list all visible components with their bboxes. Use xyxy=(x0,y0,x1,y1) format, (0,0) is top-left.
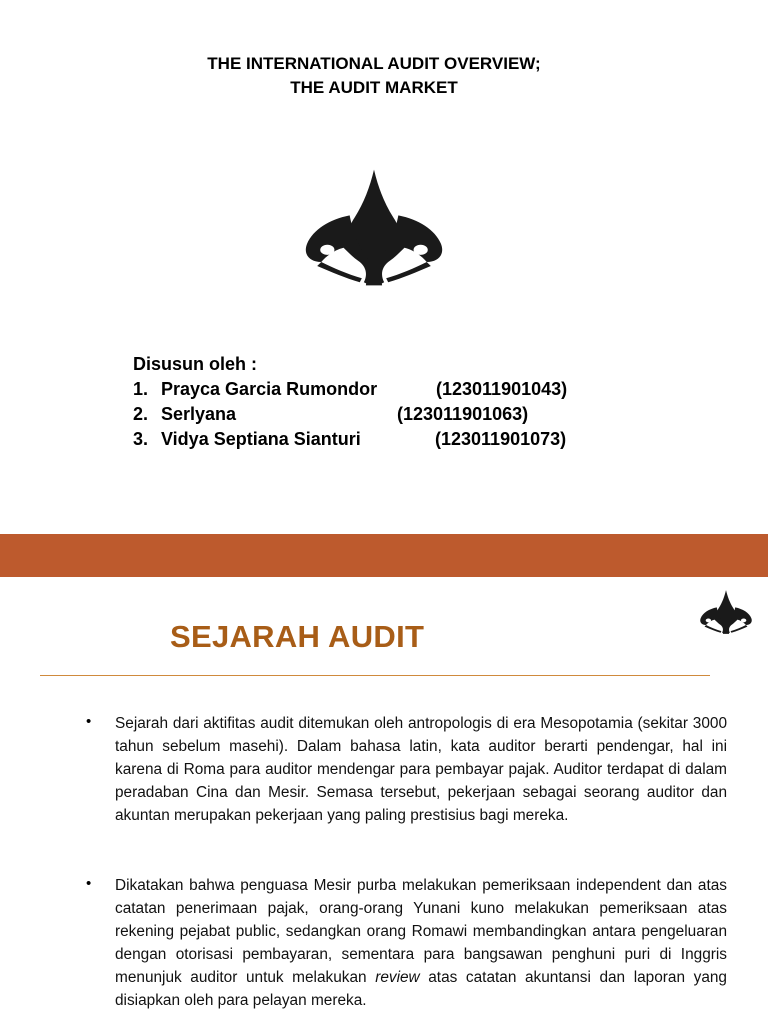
author-list xyxy=(133,352,568,452)
university-emblem-icon xyxy=(303,165,445,290)
list-item xyxy=(133,402,529,427)
author-number: 3. xyxy=(133,429,149,449)
author-id: (123011901063) xyxy=(397,404,529,424)
slide-title-line1: THE INTERNATIONAL AUDIT OVERVIEW; xyxy=(207,54,541,73)
list-item xyxy=(133,377,568,402)
section-title: SEJARAH AUDIT xyxy=(170,619,425,654)
author-name: Vidya Septiana Sianturi xyxy=(161,429,361,449)
accent-band xyxy=(0,534,768,577)
author-list-heading: Disusun oleh : xyxy=(133,354,258,374)
bullet-icon: • xyxy=(86,875,92,892)
author-id: (123011901073) xyxy=(435,429,567,449)
author-number: 1. xyxy=(133,379,149,399)
paragraph-text: atas catatan akuntansi dan laporan yang disiapkan oleh para pelayan mereka. xyxy=(115,969,727,1009)
slide-title-line2: THE AUDIT MARKET xyxy=(290,78,458,97)
list-item xyxy=(133,427,567,452)
paragraph-text: Dikatakan bahwa penguasa Mesir purba melakukan pemeriksaan independent dan atas catatan penerimaan pajak, orang-orang Yunani kuno melakukan pemeriksaan atas rekening pejabat public, sedangkan orang Romawi membandingkan antara pengeluaran dengan otorisasi pembayaran, sementara para bangsawan penghuni puri di Inggris menunjuk auditor untuk melakukan xyxy=(115,877,727,986)
paragraph: Sejarah dari aktifitas audit ditemukan oleh antropologis di era Mesopotamia (sekitar 3000 tahun sebelum masehi). Dalam bahasa latin, kata auditor berarti pendengar, hal ini karena di Roma para auditor mendengar para pembayar pajak. Auditor terdapat di dalam peradaban Cina dan Mesir. Semasa tersebut, pekerjaan sebagai seorang auditor dan akuntan merupakan pekerjaan yang paling prestisius bagi mereka. xyxy=(115,715,727,824)
university-emblem-icon xyxy=(686,589,766,635)
paragraph-italic: review xyxy=(375,969,420,986)
content-slide xyxy=(0,577,768,1024)
title-underline xyxy=(40,675,710,676)
author-name: Serlyana xyxy=(161,404,237,424)
author-name: Prayca Garcia Rumondor xyxy=(161,379,378,399)
author-id: (123011901043) xyxy=(436,379,568,399)
bullet-icon: • xyxy=(86,713,92,730)
paragraph xyxy=(115,874,727,1012)
author-number: 2. xyxy=(133,404,149,424)
